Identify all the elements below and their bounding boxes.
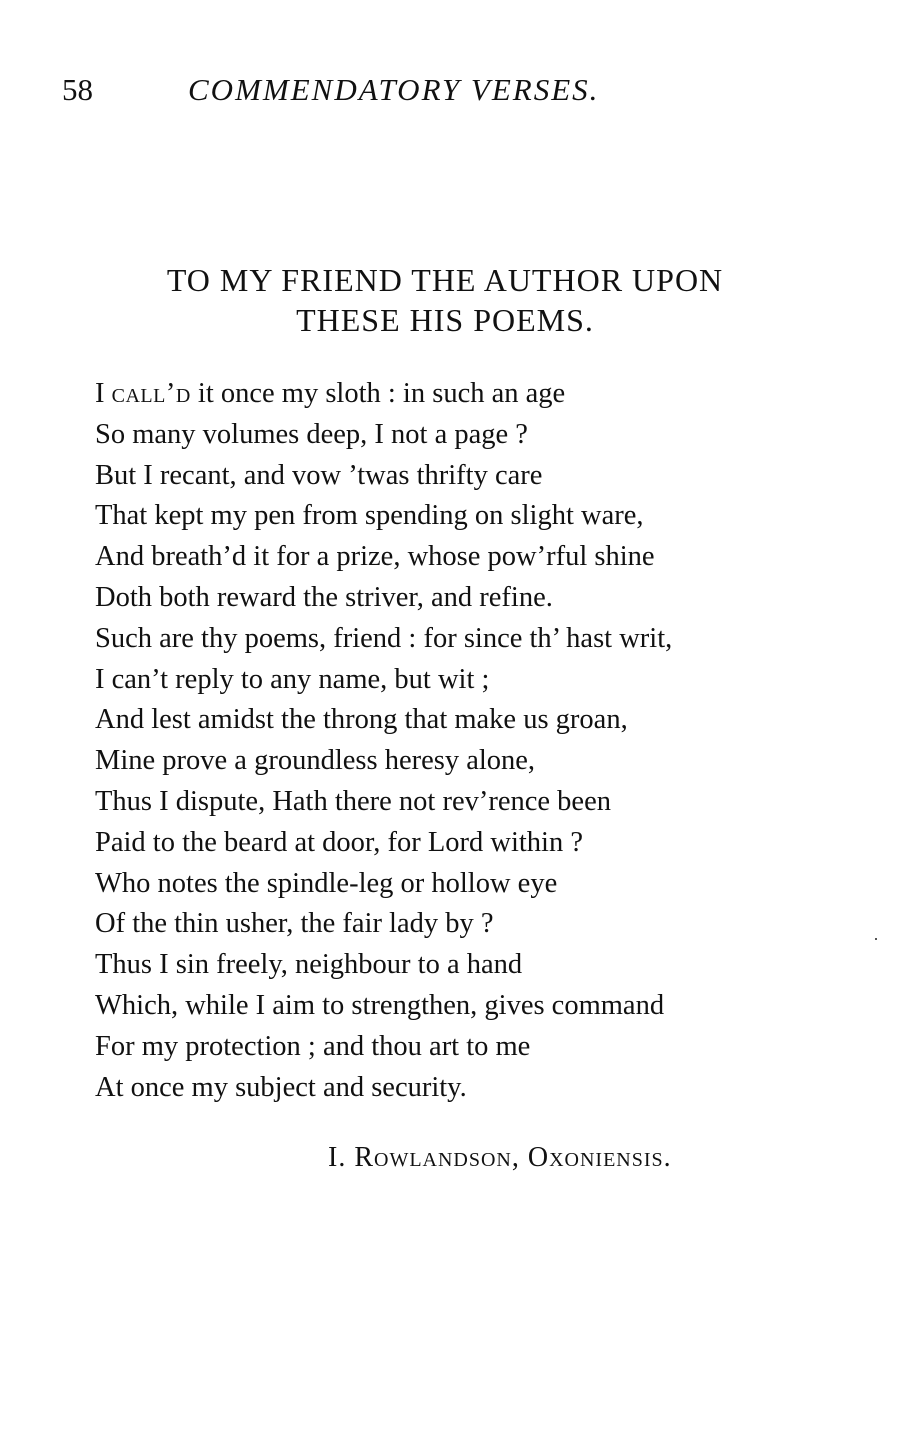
poem-body <box>95 374 855 1108</box>
poem-line: Mine prove a groundless heresy alone, <box>95 745 536 777</box>
first-line-start: I <box>95 378 112 409</box>
poem-line: But I recant, and vow ’twas thrifty care <box>95 459 543 491</box>
poem-line: Paid to the beard at door, for Lord within ? <box>95 826 583 858</box>
poem-line: And lest amidst the throng that make us groan, <box>95 704 628 736</box>
poem-line: Such are thy poems, friend : for since th’ hast writ, <box>95 622 673 654</box>
poem-title <box>60 260 830 340</box>
poem-line-1 <box>95 374 855 415</box>
poem-line: Which, while I aim to strengthen, gives command <box>95 989 665 1021</box>
poem-title-line-1: TO MY FRIEND THE AUTHOR UPON <box>166 262 724 298</box>
page-number: 58 <box>62 72 93 107</box>
running-title: COMMENDATORY VERSES. <box>188 72 600 107</box>
running-head <box>62 70 762 110</box>
poem-line: Of the thin usher, the fair lady by ? <box>95 908 494 940</box>
poem-line: Thus I sin freely, neighbour to a hand <box>95 949 523 981</box>
margin-speck <box>875 938 877 940</box>
poem-title-line-2: THESE HIS POEMS. <box>296 302 594 338</box>
first-line-smallcaps: call’d <box>111 378 191 409</box>
attribution: I. Rowlandson, Oxoniensis. <box>328 1142 672 1173</box>
poem-line: For my protection ; and thou art to me <box>95 1030 531 1062</box>
poem-line: I can’t reply to any name, but wit ; <box>95 663 490 695</box>
poem-line: Who notes the spindle-leg or hollow eye <box>95 867 558 899</box>
poem-line: Thus I dispute, Hath there not rev’rence been <box>95 785 611 817</box>
poem-line: So many volumes deep, I not a page ? <box>95 418 528 450</box>
poem-line: At once my subject and security. <box>95 1071 467 1103</box>
poem-line: Doth both reward the striver, and refine. <box>95 581 553 613</box>
first-line-rest: it once my sloth : in such an age <box>190 378 566 409</box>
poem-line: And breath’d it for a prize, whose pow’rful shine <box>95 541 655 573</box>
poem-line: That kept my pen from spending on slight ware, <box>95 500 644 532</box>
